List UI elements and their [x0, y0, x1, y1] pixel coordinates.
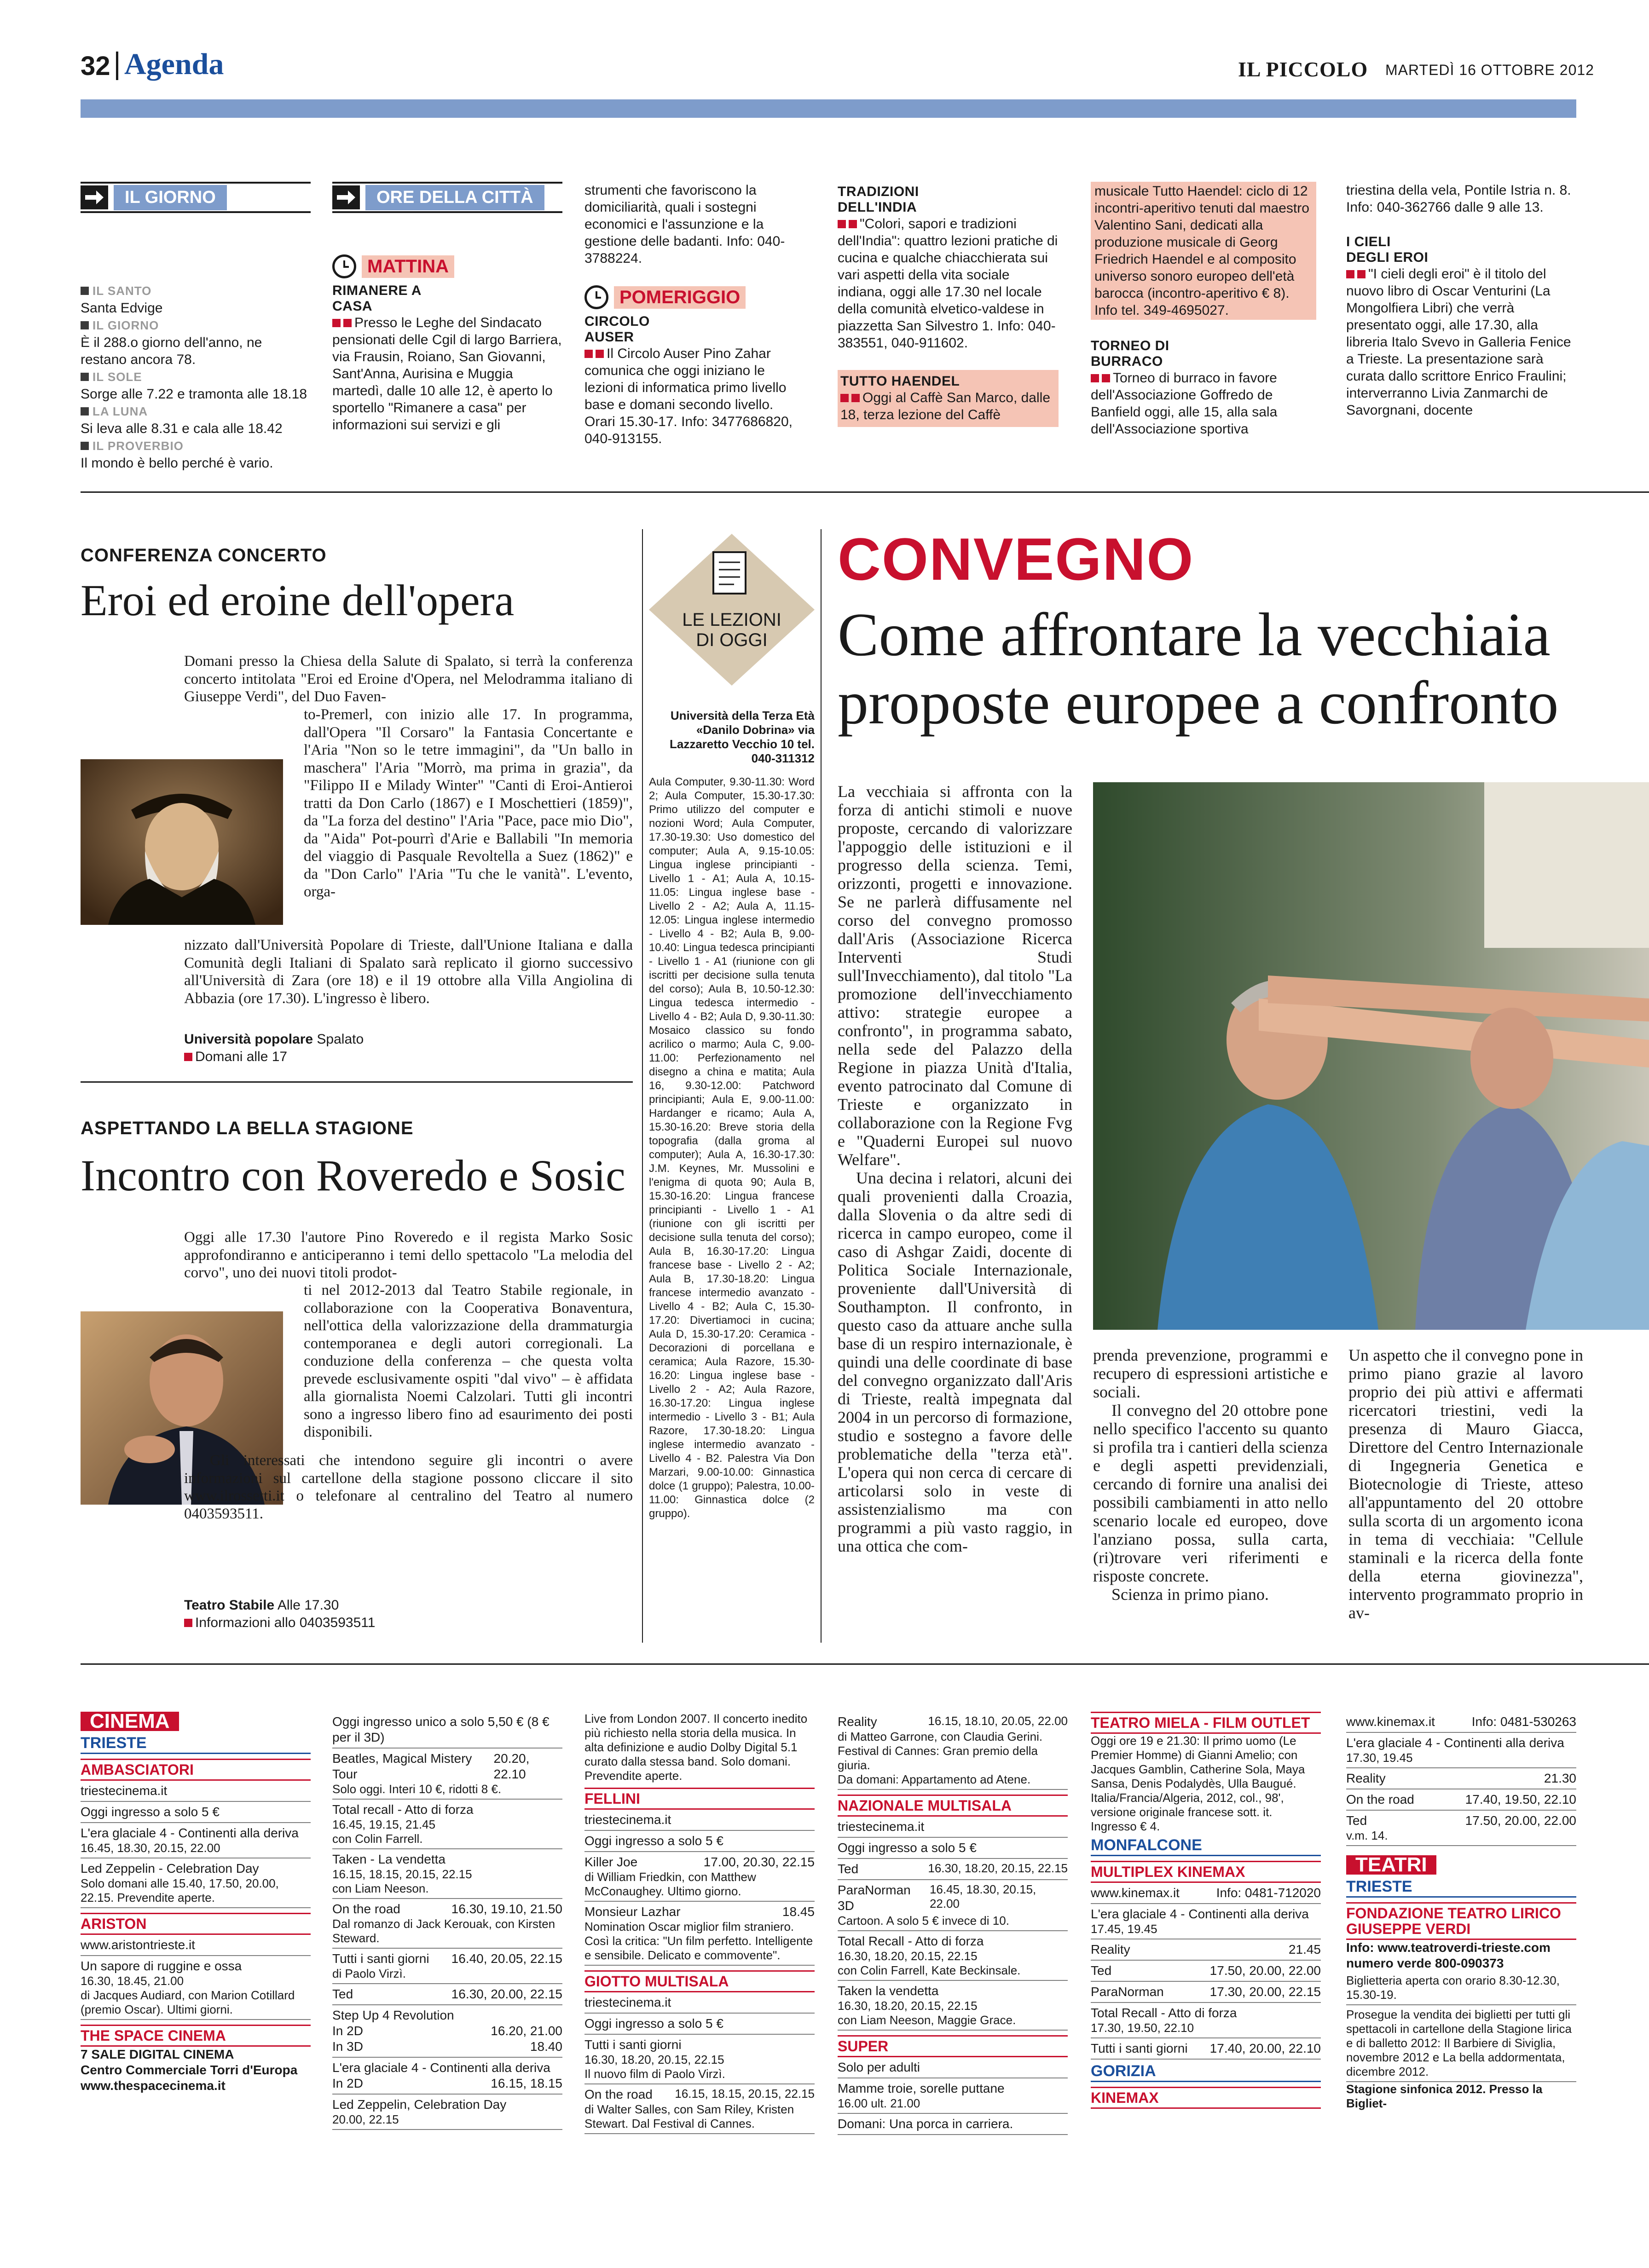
cinema-col1: CINEMA TRIESTE AMBASCIATORI triestecinema.it Oggi ingresso a solo 5 € L'era glaciale 4 - Continenti alla deriva 16.45, 18.30, 20.15, 22.00 Led Zeppelin - Celebration Day Solo domani alle 15.40, 17.50, 20.00, 22.15. Prevendite aperte. ARISTON www.aristontrieste.it Un sapore di ruggine e ossa 16.30, 18.45, 21.00 di Jacques Audiard, con Marion Cotillard (premio Oscar). Ultimi giorni. THE SPACE CINEMA 7 SALE DIGITAL CINEMA Centro Commerciale Torri d'Europa www.thespacecinema.it	[81, 1712, 311, 2094]
rimanere-head: RIMANERE A CASA	[332, 283, 421, 314]
il-giorno-title: IL GIORNO	[114, 185, 227, 210]
lezioni-badge-label: LE LEZIONI DI OGGI	[682, 610, 781, 650]
teatri-city: TRIESTE	[1346, 1879, 1576, 1898]
clock-icon	[584, 285, 608, 309]
tradizioni-head: TRADIZIONI DELL'INDIA	[838, 184, 919, 215]
burraco-cont: triestina della vela, Pontile Istria n. 8. Info: 040-362766 dalle 9 alle 13.	[1346, 183, 1571, 215]
divider	[821, 529, 822, 1643]
rimanere-text: Presso le Leghe del Sindacato pensionati delle Cgil di largo Barriera, via Frausin, Roiano, San Giovanni, Sant'Anna, Aurisina e Muggia martedì, dalle 10 alle 12, è aperto lo sportello "Rimanere a casa" per informazioni sui servizi e gli	[332, 315, 562, 433]
verdi-portrait	[81, 759, 283, 925]
convegno-col1: La vecchiaia si affronta con la forza di antichi stimoli e nuove proposte, cercando di valorizzare l'appoggio delle istituzioni e il progresso della scienza. Temi, orizzonti, progetti e innovazione. Se ne parlerà diffusamente nel corso del convegno promosso dall'Aris (Associazione Ricerca Interventi Studi sull'Invecchiamento), dal titolo "La promozione dell'invecchiamento attivo: strategie europee a confronto", in programma sabato, nella sede del Palazzo della Regione in piazza Unità d'Italia, evento patrocinato dal Comune di Trieste e organizzato in collaborazione con la Regione Fvg e "Quaderni Europei sul nuovo Welfare". Una decina i relatori, alcuni dei quali provenienti dalla Croazia, dalla Slovenia o da altre sedi di ricerca in campo europeo, come il caso di Ashgar Zaidi, docente di Politica Sociale Internazionale, proveniente dall'Università di Southampton. Il confronto, in questo caso da attuare anche sulla base di un respiro internazionale, è quindi una delle coordinate di base del convegno organizzato dall'Aris di Trieste, realtà impegnata dal 2004 in un percorso di formazione, studio e sostegno a favore delle problematiche della "terza età". L'opera qui non cerca di cercare di articolarsi solo in veste di assistenzialismo ma con programmi a più vasto raggio, in una ottica che com-	[838, 782, 1072, 1555]
arrow-right-icon	[81, 185, 108, 209]
article2-body-top: Oggi alle 17.30 l'autore Pino Roveredo e il regista Marko Sosic approfondiranno e anticiperanno i temi dello spettacolo "La melodia del corvo", uno dei nuovi titoli prodot-	[184, 1229, 633, 1281]
convegno-col3: Un aspetto che il convegno pone in primo piano grazie al lavoro proprio dei più attivi e affermati ricercatori triestini, vedi la presenza di Mauro Giacca, Direttore del Centro Internazionale di Ingegneria Genetica e Biotecnologie di Trieste, atteso all'appuntamento del 20 ottobre sulla scorta di un argomento icona in tema di vecchiaia: "Cellule staminali e la ricerca della fonte della eterna giovinezza", intervento programmato proprio in av-	[1348, 1346, 1583, 1622]
pomeriggio-header	[584, 285, 796, 309]
article2-body-side: ti nel 2012-2013 dal Teatro Stabile regionale, in collaborazione con la Cooperativa Bonaventura, nell'ottica della valorizzazione della drammaturgia contemporanea e degli autori corregionali. La conduzione della conferenza – che questa volta prevede esclusivamente ospiti "dal vivo" – è affidata alla giornalista Noemi Calzolari. Tutti gli incontri sono a ingresso libero fino ad esaurimento dei posti disponibili.	[304, 1282, 633, 1440]
cieli-head: I CIELI DEGLI EROI	[1346, 234, 1429, 265]
cinema-col3: Live from London 2007. Il concerto inedito più richiesto nella storia della musica. In alta definizione e audio Dolby Digital 5.1 curato dalla stessa band. Solo domani. Prevendite aperte. FELLINI triestecinema.it Oggi ingresso a solo 5 € Killer Joe 17.00, 20.30, 22.15 di William Friedkin, con Matthew McConaughey. Ultimo giorno. Monsieur Lazhar 18.45 Nomination Oscar miglior film straniero. Così la critica: "Un film perfetto. Intelligente e sensibile. Delicato e commovente". GIOTTO MULTISALA triestecinema.it Oggi ingresso a solo 5 € Tutti i santi giorni 16.30, 18.20, 20.15, 22.15 Il nuovo film di Paolo Virzì. On the road 16.15, 18.15, 20.15, 22.15 di Walter Salles, con Sam Riley, Kristen Stewart. Dal Festival di Cannes.	[584, 1712, 815, 2134]
article1-body-top: Domani presso la Chiesa della Salute di Spalato, si terrà la conferenza concerto intitolata "Eroi ed Eroine d'Opera, nel Melodramma italiano di Giuseppe Verdi", del Duo Faven-	[184, 653, 633, 705]
mattina-header	[332, 254, 562, 278]
cieli-text: "I cieli degli eroi" è il titolo del nuovo libro di Oscar Venturini (La Mongolfiera Libri) che verrà presentato oggi, alle 17.30, alla libreria Italo Svevo in Galleria Fenice a Trieste. La presentazione sarà curata dallo scrittore Enrico Fraulini; interverranno Livia Zanmarchi de Savorgnani, docente	[1346, 266, 1571, 418]
il-giorno-items: IL SANTO Santa Edvige IL GIORNO È il 288.o giorno dell'anno, ne restano ancora 78. IL SOLE Sorge alle 7.22 e tramonta alle 18.18 LA LUNA Si leva alle 8.31 e cala alle 18.42 IL PROVERBIO Il mondo è bello perché è vario.	[81, 284, 307, 471]
city-monfalcone: MONFALCONE	[1091, 1837, 1321, 1856]
haendel-text: Oggi al Caffè San Marco, dalle 18, terza lezione del Caffè	[840, 390, 1051, 422]
lezioni-text: Aula Computer, 9.30-11.30: Word 2; Aula Computer, 15.30-17.30: Primo utilizzo del computer e nozioni Word; Aula Computer, 17.30-19.30: Uso domestico del computer; Aula A, 9.15-10.05: Lingua inglese principianti - Livello 1 - A1; Aula A, 10.15-11.05: Lingua inglese base - Livello 2 - A2; Aula A, 11.15-12.05: Lingua inglese intermedio - Livello 4 - B2; Aula B, 9.00-10.40: Lingua tedesca principianti - Livello 1 - A1 (riunione con gli iscritti per decisione sulla tenuta del corso); Aula B, 10.50-12.30: Lingua tedesca intermedio - Livello 4 - B2; Aula D, 9.30-11.30: Mosaico classico su fondo acrilico o marmo; Aula C, 9.00-11.00: Perfezionamento nel disegno a china e matita; Aula 16, 9.30-12.00: Patchword principianti; Aula E, 9.00-11.00: Hardanger e ricamo; Aula A, 15.30-16.20: Breve storia della topografia (dalla groma al computer); Aula A, 16.30-17.30: J.M. Keynes, Mr. Mussolini e l'enigma di quota 90; Aula B, 15.30-16.20: Lingua francese principianti - Livello 1 - A1 (riunione con gli iscritti per decisione sulla tenuta del corso); Aula B, 16.30-17.20: Lingua francese base - Livello 2 - A2; Aula B, 17.30-18.20: Lingua francese intermedio avanzato - Livello 4 - B2; Aula C, 15.30-17.20: Divertiamoci in cucina; Aula D, 15.30-17.20: Ceramica - Decorazioni di porcellana e ceramica; Aula Razore, 15.30-16.20: Lingua inglese base - Livello 2 - A2; Aula Razore, 16.30-17.20: Lingua inglese intermedio - Livello 3 - B1; Aula Razore, 17.30-18.20: Lingua inglese intermedio avanzato - Livello 4 - B2. Palestra Via Don Marzari, 9.00-10.00: Ginnastica dolce (1 gruppo); Palestra, 10.00-11.00: Ginnastica dolce (2 gruppo).	[649, 776, 815, 1520]
venue-ambasciatori: AMBASCIATORI	[81, 1759, 311, 1781]
tradizioni-text: "Colori, sapori e tradizioni dell'India": quattro lezioni pratiche di cucina e qualche chiacchierata sui vari aspetti della vita sociale indiana, oggi alle 17.30 nel locale della comunità elvetico-valdese in piazzetta San Silvestro 1. Info: 040-383551, 040-911602.	[838, 216, 1058, 351]
section-title: Agenda	[124, 47, 224, 81]
haendel-box	[838, 370, 1059, 427]
pomeriggio-label: POMERIGGIO	[614, 286, 746, 309]
il-giorno-header	[81, 182, 311, 213]
article1-venue: Università popolare	[184, 1032, 313, 1047]
ore-citta-column-4	[838, 184, 1059, 427]
haendel-head: TUTTO HAENDEL	[840, 374, 960, 389]
elderly-exercise-photo	[1093, 782, 1649, 1330]
ore-citta-column	[332, 182, 562, 433]
cinema-col2: Oggi ingresso unico a solo 5,50 € (8 € per il 3D) Beatles, Magical Mistery Tour 20.20, 22.10 Solo oggi. Interi 10 €, ridotti 8 €. Total recall - Atto di forza 16.45, 19.15, 21.45 con Colin Farrell. Taken - La vendetta 16.15, 18.15, 20.15, 22.15 con Liam Neeson. On the road 16.30, 19.10, 21.50 Dal romanzo di Jack Kerouak, con Kirsten Steward. Tutti i santi giorni 16.40, 20.05, 22.15 di Paolo Virzì. Ted 16.30, 20.00, 22.15 Step Up 4 Revolution In 2D 16.20, 21.00 In 3D 18.40 L'era glaciale 4 - Continenti alla deriva In 2D 16.15, 18.15 Led Zeppelin, Celebration Day 20.00, 22.15	[332, 1712, 562, 2130]
article1-body-bottom: nizzato dall'Università Popolare di Trieste, dall'Unione Italiana e dalla Comunità degli Italiani di Spalato sarà replicato il giorno successivo all'Università di Zara (ore 18) e il 19 ottobre alla Villa Angiolina di Abbazia (ore 17.30). L'ingresso è libero.	[184, 937, 633, 1007]
article2-venue: Teatro Stabile	[184, 1598, 275, 1613]
arrow-right-icon	[332, 185, 360, 209]
city-gorizia: GORIZIA	[1091, 2063, 1321, 2082]
clock-icon	[332, 254, 356, 278]
lezioni-badge	[649, 534, 815, 686]
ore-citta-column-3	[584, 182, 796, 447]
header-bar	[81, 99, 1576, 118]
venue-multiplex: MULTIPLEX KINEMAX	[1091, 1861, 1321, 1883]
issue-date: MARTEDÌ 16 OTTOBRE 2012	[1385, 62, 1594, 78]
venue-super: SUPER	[838, 2035, 1068, 2057]
haendel-cont: musicale Tutto Haendel: ciclo di 12 incontri-aperitivo tenuti dal maestro Valentino Sani, dedicati alla produzione musicale di Georg Friedrich Haendel e al composito universo sonoro europeo dell'età barocca (incontro-aperitivo € 8). Info tel. 349-4695027.	[1091, 182, 1316, 320]
convegno-title: Come affrontare la vecchiaia proposte europee a confronto	[838, 600, 1559, 737]
article1-body-side: to-Premerl, con inizio alle 17. In programma, dall'Opera "Il Corsaro" la Fantasia Concertante e l'Aria "Non so le tetre immagini", da "Un ballo in maschera" l'Aria "Morrò, ma prima in grazia", da "Filippo II e Milady Winter" "Canti di Eroi-Antieroi tratti da Don Carlo (1867) e I Moschettieri (1859)", da "La forza del destino" l'Aria "Pace, pace mio Dio", da "Aida" Pot-pourrì d'Arie e Ballabili "In memoria del viaggio di Pasquale Revoltella a Suez (1862)" e da "Don Carlo" l'Aria "Tu che le vanità". L'evento, orga-	[304, 706, 633, 900]
article2-title: Incontro con Roveredo e Sosic	[81, 1151, 625, 1200]
article2-kicker: ASPETTANDO LA BELLA STAGIONE	[81, 1118, 414, 1138]
ore-citta-title: ORE DELLA CITTÀ	[365, 185, 544, 210]
circolo-head: CIRCOLO AUSER	[584, 314, 650, 345]
ore-citta-column-6	[1346, 182, 1576, 419]
venue-space-cinema: THE SPACE CINEMA	[81, 2025, 311, 2047]
convegno-kicker: CONVEGNO	[838, 525, 1194, 593]
header-separator	[116, 52, 118, 80]
teatri-section: TEATRI	[1346, 1855, 1436, 1875]
page-number: 32	[81, 51, 110, 81]
ore-citta-header	[332, 182, 562, 213]
divider	[81, 1663, 1649, 1665]
circolo-text: Il Circolo Auser Pino Zahar comunica che oggi iniziano le lezioni di informatica primo livello base e domani secondo livello. Orari 15.30-17. Info: 3477686820, 040-913155.	[584, 346, 793, 446]
venue-nazionale: NAZIONALE MULTISALA	[838, 1795, 1068, 1817]
article1-footer: Università popolare Spalato Domani alle 17	[184, 1032, 364, 1064]
ore-citta-column-5	[1091, 182, 1316, 438]
burraco-head: TORNEO DI BURRACO	[1091, 338, 1169, 369]
divider	[642, 529, 643, 1643]
article2-footer: Teatro Stabile Alle 17.30 Informazioni allo 0403593511	[184, 1598, 376, 1630]
divider	[81, 491, 1649, 493]
divider	[81, 1081, 633, 1083]
venue-miela: TEATRO MIELA - FILM OUTLET	[1091, 1712, 1321, 1734]
cinema-col4: Reality 16.15, 18.10, 20.05, 22.00 di Matteo Garrone, con Claudia Gerini. Festival di Cannes: Gran premio della giuria. Da domani: Appartamento ad Atene. NAZIONALE MULTISALA triestecinema.it Oggi ingresso a solo 5 € Ted 16.30, 18.20, 20.15, 22.15 ParaNorman 3D 16.45, 18.30, 20.15, 22.00 Cartoon. A solo 5 € invece di 10. Total Recall - Atto di forza 16.30, 18.20, 20.15, 22.15 con Colin Farrell, Kate Beckinsale. Taken la vendetta 16.30, 18.20, 20.15, 22.15 con Liam Neeson, Maggie Grace. SUPER Solo per adulti Mamme troie, sorelle puttane 16.00 ult. 21.00 Domani: Una porca in carriera.	[838, 1712, 1068, 2135]
rimanere-cont: strumenti che favoriscono la domiciliarità, quali i sostegni economici e l'assunzione e la gestione delle badanti. Info: 040-3788224.	[584, 183, 785, 266]
venue-ariston: ARISTON	[81, 1913, 311, 1935]
article2-body-bottom: Gli interessati che intendono seguire gli incontri o avere informazioni sul cartellone della stagione possono cliccare il sito www.ilrossetti.it o telefonare al centralino del Teatro al numero 0403593511.	[184, 1452, 633, 1522]
cinema-col6: www.kinemax.it Info: 0481-530263 L'era glaciale 4 - Continenti alla deriva 17.30, 19.45 Reality 21.30 On the road 17.40, 19.50, 22.10 Ted 17.50, 20.00, 22.00 v.m. 14. TEATRI TRIESTE FONDAZIONE TEATRO LIRICO GIUSEPPE VERDI Info: www.teatroverdi-trieste.com numero verde 800-090373 Biglietteria aperta con orario 8.30-12.30, 15.30-19. Prosegue la vendita dei biglietti per tutti gli spettacoli in cartellone della Stagione lirica e di balletto 2012: Il Barbiere di Siviglia, novembre 2012 e La bella addormentata, dicembre 2012. Stagione sinfonica 2012. Presso la Bigliet-	[1346, 1712, 1576, 2111]
burraco-text: Torneo di burraco in favore dell'Associazione Goffredo de Banfield oggi, alle 15, alla sala dell'Associazione sportiva	[1091, 370, 1278, 437]
masthead: IL PICCOLO	[1238, 58, 1368, 81]
il-giorno-column	[81, 182, 311, 472]
venue-giotto: GIOTTO MULTISALA	[584, 1970, 815, 1992]
cinema-section: CINEMA	[81, 1712, 179, 1731]
venue-fondazione: FONDAZIONE TEATRO LIRICO GIUSEPPE VERDI	[1346, 1902, 1576, 1940]
article1-title: Eroi ed eroine dell'opera	[81, 576, 515, 625]
venue-kinemax: KINEMAX	[1091, 2087, 1321, 2109]
cinema-col5: TEATRO MIELA - FILM OUTLET Oggi ore 19 e 21.30: Il primo uomo (Le Premier Homme) di Gianni Amelio; con Jacques Gamblin, Catherine Sola, Maya Sansa, Denis Podalydès, Ulla Baugué. Italia/Francia/Algeria, 2012, col., 98', versione originale francese sott. it. Ingresso € 4. MONFALCONE MULTIPLEX KINEMAX www.kinemax.it Info: 0481-712020 L'era glaciale 4 - Continenti alla deriva 17.45, 19.45 Reality 21.45 Ted 17.50, 20.00, 22.00 ParaNorman 17.30, 20.00, 22.15 Total Recall - Atto di forza 17.30, 19.50, 22.10 Tutti i santi giorni 17.40, 20.00, 22.10 GORIZIA KINEMAX	[1091, 1712, 1321, 2109]
lezioni-head: Università della Terza Età «Danilo Dobrina» via Lazzaretto Vecchio 10 tel. 040-311312	[669, 709, 815, 765]
venue-fellini: FELLINI	[584, 1788, 815, 1810]
article1-kicker: CONFERENZA CONCERTO	[81, 545, 327, 566]
mattina-label: MATTINA	[362, 255, 454, 278]
city-trieste: TRIESTE	[81, 1735, 311, 1754]
convegno-col2: prenda prevenzione, programmi e recupero di espressioni artistiche e sociali. Il convegno del 20 ottobre pone nello specifico l'accento su quanto si profila tra i cantieri della scienza e degli aspetti previdenziali, cercando di fornire una analisi dei possibili cambiamenti in atto nello scenario locale ed europeo, dove l'anziano possa, sulla carta, (ri)trovare veri riferimenti e risposte concrete. Scienza in primo piano.	[1093, 1346, 1328, 1604]
